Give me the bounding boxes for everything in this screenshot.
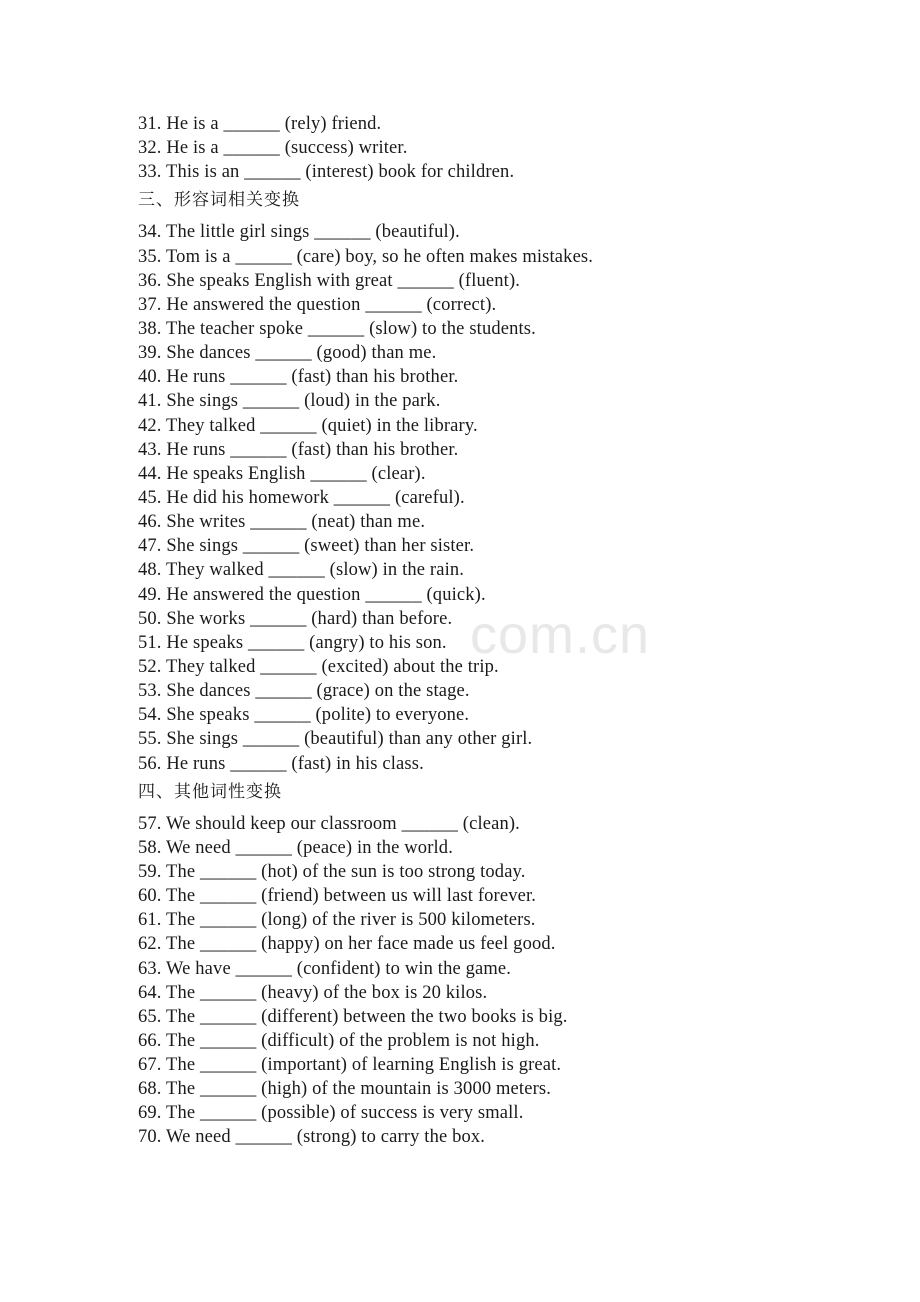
exercise-item: 51. He speaks ______ (angry) to his son.	[138, 632, 447, 653]
exercise-item: 62. The ______ (happy) on her face made us feel good.	[138, 934, 556, 955]
document-page	[138, 112, 838, 1150]
section-adjective	[138, 188, 838, 775]
exercise-item: 60. The ______ (friend) between us will last forever.	[138, 886, 537, 907]
exercise-item: 68. The ______ (high) of the mountain is 3000 meters.	[138, 1079, 552, 1100]
exercise-item: 48. They walked ______ (slow) in the rain.	[138, 560, 465, 581]
exercise-item: 64. The ______ (heavy) of the box is 20 kilos.	[138, 982, 488, 1003]
exercise-item: 54. She speaks ______ (polite) to everyone.	[138, 705, 470, 726]
exercise-item: 69. The ______ (possible) of success is very small.	[138, 1103, 524, 1124]
exercise-item: 50. She works ______ (hard) than before.	[138, 608, 453, 629]
exercise-item: 45. He did his homework ______ (careful).	[138, 487, 465, 508]
exercise-item: 47. She sings ______ (sweet) than her sister.	[138, 536, 475, 557]
exercise-item: 49. He answered the question ______ (quick).	[138, 584, 486, 605]
exercise-item: 58. We need ______ (peace) in the world.	[138, 837, 453, 858]
exercise-item: 37. He answered the question ______ (correct).	[138, 294, 497, 315]
exercise-item: 34. The little girl sings ______ (beautiful).	[138, 222, 460, 243]
exercise-item: 35. Tom is a ______ (care) boy, so he often makes mistakes.	[138, 246, 594, 267]
exercise-item: 67. The ______ (important) of learning English is great.	[138, 1055, 562, 1076]
exercise-item: 41. She sings ______ (loud) in the park.	[138, 391, 441, 412]
exercise-item: 31. He is a ______ (rely) friend.	[138, 114, 382, 134]
exercise-item: 44. He speaks English ______ (clear).	[138, 463, 426, 484]
exercise-item: 57. We should keep our classroom ______ (clean).	[138, 813, 520, 834]
exercise-item: 42. They talked ______ (quiet) in the library.	[138, 415, 478, 436]
exercise-item: 66. The ______ (difficult) of the problem is not high.	[138, 1030, 540, 1051]
exercise-item: 55. She sings ______ (beautiful) than any other girl.	[138, 729, 533, 750]
exercise-item: 56. He runs ______ (fast) in his class.	[138, 753, 424, 774]
exercise-item: 52. They talked ______ (excited) about the trip.	[138, 656, 499, 677]
exercise-item: 40. He runs ______ (fast) than his brother.	[138, 367, 459, 388]
section-other	[138, 780, 838, 1150]
watermark: com.cn	[470, 605, 651, 665]
section-heading: 三、形容词相关变换	[138, 190, 300, 211]
exercise-item: 39. She dances ______ (good) than me.	[138, 343, 437, 364]
exercise-item: 70. We need ______ (strong) to carry the box.	[138, 1127, 486, 1148]
section-heading: 四、其他词性变换	[138, 781, 282, 802]
exercise-item: 61. The ______ (long) of the river is 500 kilometers.	[138, 910, 536, 931]
exercise-item: 65. The ______ (different) between the two books is big.	[138, 1006, 568, 1027]
exercise-item: 38. The teacher spoke ______ (slow) to the students.	[138, 318, 536, 339]
exercise-item: 32. He is a ______ (success) writer.	[138, 138, 408, 159]
exercise-item: 53. She dances ______ (grace) on the stage.	[138, 681, 470, 702]
exercise-item: 63. We have ______ (confident) to win the game.	[138, 958, 512, 979]
exercise-item: 46. She writes ______ (neat) than me.	[138, 512, 426, 533]
exercise-item: 33. This is an ______ (interest) book for children.	[138, 162, 515, 183]
exercise-item: 36. She speaks English with great ______ (fluent).	[138, 270, 521, 291]
exercise-item: 43. He runs ______ (fast) than his brother.	[138, 439, 459, 460]
section-continuation	[138, 112, 838, 184]
exercise-item: 59. The ______ (hot) of the sun is too strong today.	[138, 861, 526, 882]
